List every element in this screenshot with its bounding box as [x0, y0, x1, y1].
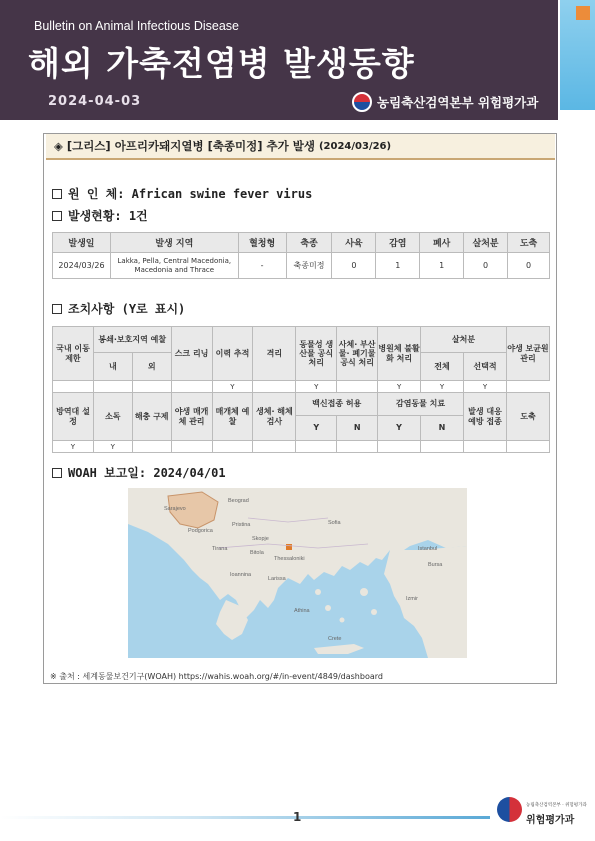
map-label: Crete	[328, 636, 342, 642]
footer-line	[0, 816, 490, 819]
map-label: Larissa	[268, 576, 286, 582]
island	[340, 618, 345, 623]
woah-line	[52, 464, 226, 481]
issue-date: 2024-04-03	[48, 94, 142, 109]
measure-header: 스크 리닝	[171, 327, 212, 381]
measure-value	[506, 441, 549, 453]
map-label: Pristina	[232, 522, 251, 528]
measure-subheader: N	[421, 415, 464, 440]
table-header-row	[53, 233, 550, 253]
footer-emblem-icon	[497, 797, 522, 822]
table-row	[53, 253, 550, 279]
table-header: 축종	[286, 233, 332, 253]
map-label: Thessaloniki	[274, 556, 305, 562]
measure-header: 봉쇄·보호지역 예찰	[93, 327, 171, 353]
measure-header: 발생 대응 예방 접종	[463, 393, 506, 441]
org-logo	[352, 92, 538, 112]
cause-text: 원 인 체: African swine fever virus	[68, 187, 313, 201]
map-label: Izmir	[406, 596, 418, 602]
government-emblem-icon	[352, 92, 372, 112]
measure-subheader: Y	[296, 415, 337, 440]
measure-value	[253, 381, 296, 393]
measures-title-text: 조치사항 (Y로 표시)	[68, 302, 186, 316]
island	[360, 588, 368, 596]
measure-value: Y	[463, 381, 506, 393]
measure-value	[337, 441, 378, 453]
measure-value	[421, 441, 464, 453]
bulletin-label: Bulletin on Animal Infectious Disease	[34, 19, 239, 33]
map-label: Ioannina	[230, 572, 252, 578]
table-cell: -	[238, 253, 286, 279]
measure-value	[337, 381, 378, 393]
map-label: Skopje	[252, 536, 269, 542]
measure-subheader: N	[337, 415, 378, 440]
measure-value	[171, 381, 212, 393]
checkbox-icon	[52, 304, 62, 314]
measure-value	[132, 441, 171, 453]
measure-value	[93, 381, 132, 393]
measures-table	[52, 326, 550, 453]
map-label: Istanbul	[418, 546, 438, 552]
status-text: 발생현황: 1건	[68, 209, 148, 223]
source-note: ※ 출처 : 세계동물보건기구(WOAH) https://wahis.woah.org/#/in-event/4849/dashboard	[50, 672, 383, 681]
table-header: 감염	[376, 233, 420, 253]
table-cell: 0	[464, 253, 508, 279]
status-line	[52, 207, 148, 224]
measure-header: 야생 매개체 관리	[171, 393, 212, 441]
table-cell: 2024/03/26	[53, 253, 111, 279]
island	[371, 609, 377, 615]
measure-header: 동물성 생산물 공식 처리	[296, 327, 337, 381]
measure-value: Y	[93, 441, 132, 453]
measure-header: 해충 구제	[132, 393, 171, 441]
measure-subheader: 외	[132, 353, 171, 381]
footer-org: 농림축산검역본부 · 위험평가과	[526, 803, 587, 808]
measures-header-row	[53, 327, 550, 353]
measure-value	[296, 441, 337, 453]
table-cell: 1	[376, 253, 420, 279]
measure-header: 백신접종 허용	[296, 393, 378, 416]
map-label: Bitola	[250, 550, 264, 556]
measure-value	[463, 441, 506, 453]
map-svg	[128, 488, 467, 658]
map-label: Athina	[294, 608, 310, 614]
measure-value: Y	[53, 441, 94, 453]
measures-title	[52, 300, 185, 317]
measure-value	[132, 381, 171, 393]
measures-header-row-2	[53, 393, 550, 416]
map-label: Podgorica	[188, 528, 213, 534]
table-cell: 1	[420, 253, 464, 279]
outbreak-table	[52, 232, 550, 279]
outbreak-map	[128, 488, 467, 658]
measure-subheader: 내	[93, 353, 132, 381]
org-name: 농림축산검역본부 위험평가과	[377, 95, 539, 110]
measures-value-row-2	[53, 441, 550, 453]
checkbox-icon	[52, 211, 62, 221]
map-label: Sofia	[328, 520, 341, 526]
checkbox-icon	[52, 189, 62, 199]
map-label: Beograd	[228, 498, 249, 504]
measure-header: 방역대 설정	[53, 393, 94, 441]
measure-value: Y	[421, 381, 464, 393]
measure-header: 격리	[253, 327, 296, 381]
measure-value: Y	[296, 381, 337, 393]
cause-line	[52, 185, 312, 202]
map-label: Bursa	[428, 562, 443, 568]
measure-header: 야생 보균원 관리	[506, 327, 549, 381]
map-label: Sarajevo	[164, 506, 186, 512]
map-label: Tirana	[212, 546, 228, 552]
measure-header: 도축	[506, 393, 549, 441]
table-header: 혈청형	[238, 233, 286, 253]
measure-value	[253, 441, 296, 453]
footer-dept: 위험평가과	[526, 815, 575, 826]
table-cell: 0	[332, 253, 376, 279]
measure-header: 생체· 해체 검사	[253, 393, 296, 441]
measure-subheader: 전체	[421, 353, 464, 381]
table-cell: Lakka, Pella, Central Macedonia, Macedonia and Thrace	[110, 253, 238, 279]
table-header: 발생 지역	[110, 233, 238, 253]
measure-value	[53, 381, 94, 393]
measure-header: 사체· 부산물· 폐기물 공식 처리	[337, 327, 378, 381]
outbreak-marker	[286, 544, 292, 550]
measure-header: 소독	[93, 393, 132, 441]
measures-value-row	[53, 381, 550, 393]
table-cell: 0	[508, 253, 550, 279]
island	[325, 605, 331, 611]
measure-header: 살처분	[421, 327, 507, 353]
measure-header: 감염동물 치료	[378, 393, 464, 416]
measure-header: 국내 이동 제한	[53, 327, 94, 381]
topic-date: (2024/03/26)	[318, 140, 392, 152]
measure-value	[378, 441, 421, 453]
woah-text: WOAH 보고일: 2024/04/01	[68, 466, 226, 480]
measure-value: Y	[212, 381, 253, 393]
table-header: 폐사	[420, 233, 464, 253]
topic-label: ◈ [그리스] 아프리카돼지열병 [축종미정] 추가 발생	[54, 139, 315, 153]
measure-value	[212, 441, 253, 453]
measure-header: 병원체 불활화 처리	[378, 327, 421, 381]
table-header: 도축	[508, 233, 550, 253]
table-header: 발생일	[53, 233, 111, 253]
measure-header: 매개체 예찰	[212, 393, 253, 441]
measure-subheader: Y	[378, 415, 421, 440]
measure-value	[171, 441, 212, 453]
side-accent-orange	[576, 6, 590, 20]
table-header: 사육	[332, 233, 376, 253]
topic-heading	[46, 134, 555, 160]
checkbox-icon	[52, 468, 62, 478]
measure-subheader: 선택적	[463, 353, 506, 381]
page-number: 1	[293, 810, 302, 824]
measure-header: 이력 추적	[212, 327, 253, 381]
table-cell: 축종미정	[286, 253, 332, 279]
measure-value: Y	[378, 381, 421, 393]
table-header: 살처분	[464, 233, 508, 253]
island	[315, 589, 321, 595]
page-title: 해외 가축전염병 발생동향	[28, 44, 415, 83]
